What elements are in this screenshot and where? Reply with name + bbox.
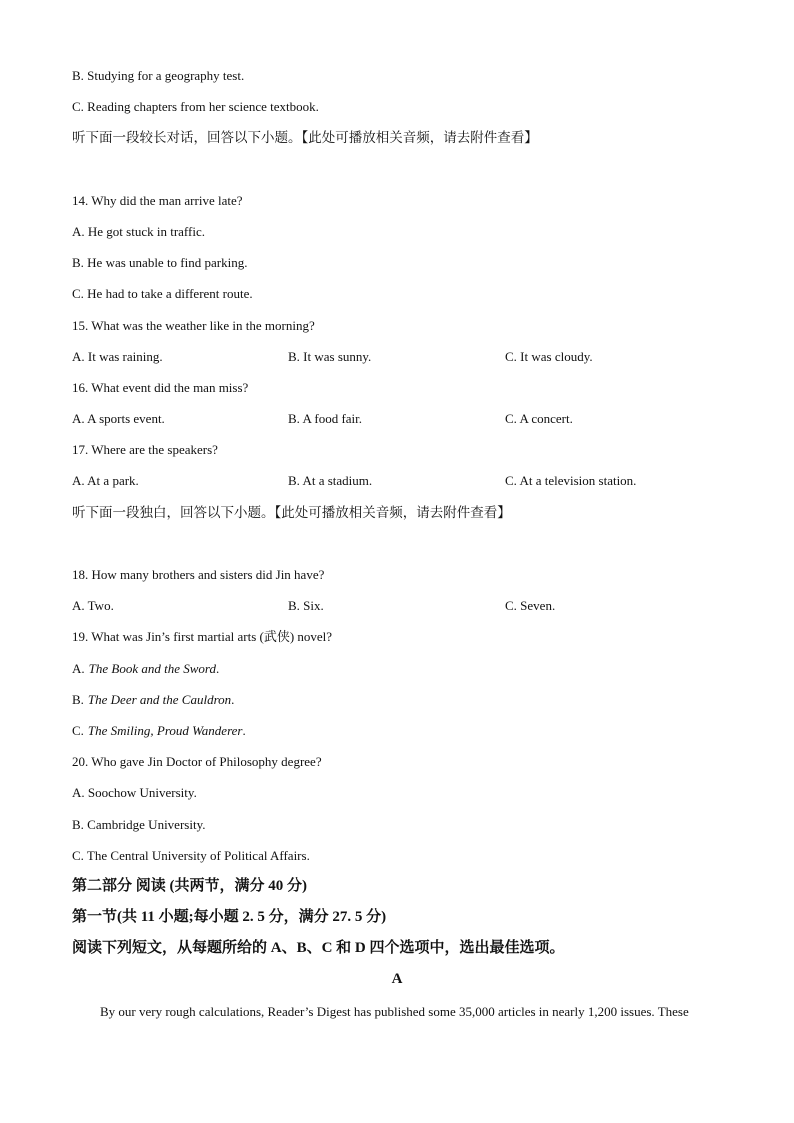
option-letter: A.: [72, 660, 85, 676]
option-line: [72, 684, 722, 715]
option-b: B. A food fair.: [288, 411, 363, 427]
option-b: B. It was sunny.: [288, 348, 372, 364]
part-heading: 第二部分 阅读 (共两节，满分 40 分): [72, 877, 307, 894]
option-b: B. At a stadium.: [288, 473, 373, 489]
option-c: C. It was cloudy.: [505, 348, 593, 364]
option-line: [72, 715, 722, 746]
question-stem: 14. Why did the man arrive late?: [72, 192, 243, 208]
option-b: B. Six.: [288, 598, 324, 614]
option-line: B. Cambridge University.: [72, 816, 206, 832]
option-end: .: [215, 660, 220, 676]
option-line: [72, 653, 722, 684]
reading-instruction: 阅读下列短文，从每题所给的 A、B、C 和 D 四个选项中，选出最佳选项。: [72, 940, 565, 957]
option-letter: B.: [72, 691, 84, 707]
question-stem: 15. What was the weather like in the morning?: [72, 317, 315, 333]
option-end: .: [231, 691, 235, 707]
question-stem: 19. What was Jin’s first martial arts (武侠) novel?: [72, 629, 333, 645]
option-letter: C.: [72, 722, 84, 738]
option-row: [72, 590, 722, 621]
option-row: [72, 403, 722, 434]
exam-page: [72, 60, 722, 1027]
option-a: A. Two.: [72, 598, 114, 614]
option-c: C. At a television station.: [505, 473, 637, 489]
blank-line: [72, 528, 722, 559]
passage-text: By our very rough calculations, Reader’s Digest has published some 35,000 articles in nearly 1,200 issues. These: [100, 1003, 689, 1019]
option-a: A. It was raining.: [72, 348, 163, 364]
option-row: [72, 465, 722, 496]
option-line: C. The Central University of Political Affairs.: [72, 847, 310, 863]
question-stem: 16. What event did the man miss?: [72, 379, 249, 395]
listening-instruction: 听下面一段独白，回答以下小题。【此处可播放相关音频，请去附件查看】: [72, 504, 511, 520]
novel-title: The Smiling, Proud Wanderer: [87, 722, 243, 738]
option-line: A. He got stuck in traffic.: [72, 223, 205, 239]
option-line: A. Soochow University.: [72, 785, 197, 801]
section-subheading: 第一节(共 11 小题;每小题 2. 5 分，满分 27. 5 分): [72, 909, 387, 926]
option-a: A. A sports event.: [72, 411, 165, 427]
listening-instruction: 听下面一段较长对话，回答以下小题。【此处可播放相关音频，请去附件查看】: [72, 130, 538, 146]
novel-title: The Book and the Sword: [88, 660, 216, 676]
option-a: A. At a park.: [72, 473, 139, 489]
option-line: B. Studying for a geography test.: [72, 68, 245, 83]
option-line: C. He had to take a different route.: [72, 286, 253, 302]
question-stem: 17. Where are the speakers?: [72, 442, 218, 458]
novel-title: The Deer and the Cauldron: [87, 691, 232, 707]
blank-line: [72, 154, 722, 185]
question-stem: 20. Who gave Jin Doctor of Philosophy degree?: [72, 754, 322, 770]
option-line: C. Reading chapters from her science textbook.: [72, 99, 319, 115]
option-row: [72, 341, 722, 372]
option-line: B. He was unable to find parking.: [72, 255, 248, 271]
passage-label: A: [391, 971, 403, 988]
option-c: C. A concert.: [505, 411, 573, 427]
option-c: C. Seven.: [505, 598, 556, 614]
option-end: .: [242, 722, 246, 738]
question-stem: 18. How many brothers and sisters did Jin have?: [72, 567, 325, 582]
